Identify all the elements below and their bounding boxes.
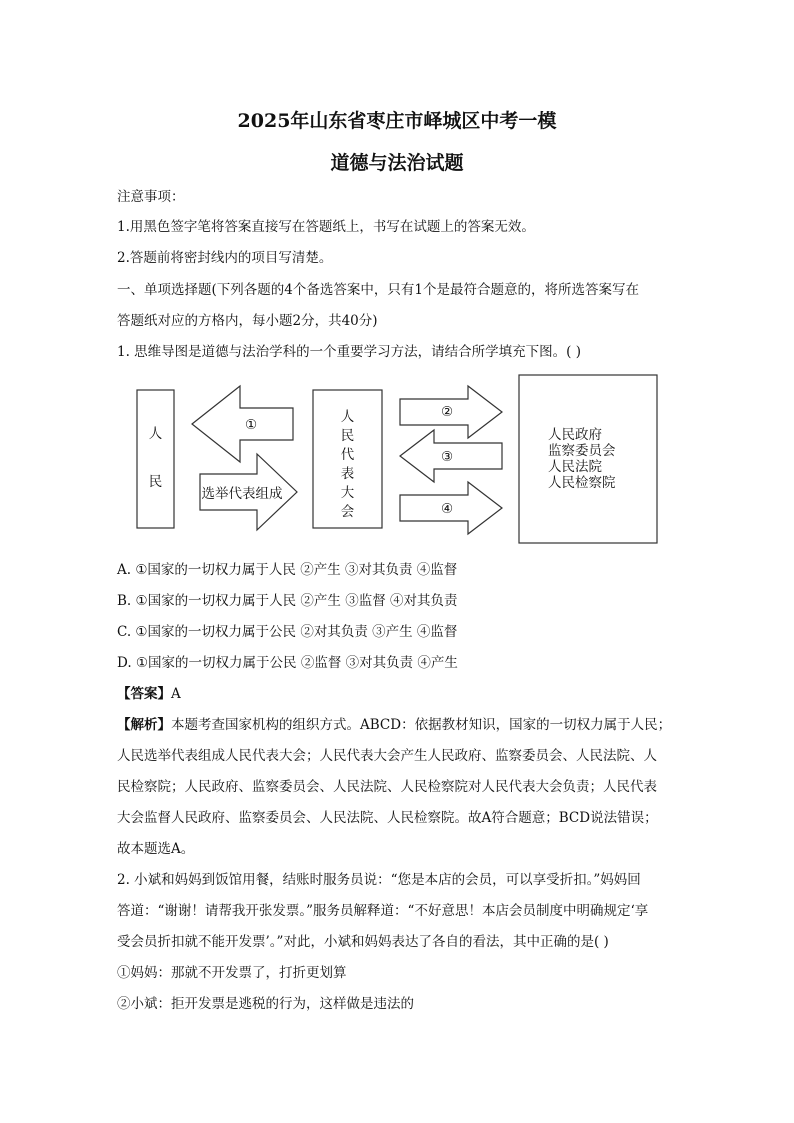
organ-label: 人民检察院 bbox=[548, 475, 616, 491]
mind-map-diagram bbox=[130, 372, 664, 550]
npc-char: 会 bbox=[340, 504, 355, 520]
section-heading: 一、单项选择题(下列各题的4个备选答案中，只有1个是最符合题意的，将所选答案写在 bbox=[117, 282, 639, 298]
organ-label: 监察委员会 bbox=[548, 443, 616, 459]
question-stem: 1. 思维导图是道德与法治学科的一个重要学习方法，请结合所学填充下图。( ) bbox=[117, 344, 581, 360]
arrow-elect-label: 选举代表组成 bbox=[201, 486, 283, 502]
organ-label: 人民政府 bbox=[548, 427, 602, 443]
paper-title: 2025年山东省枣庄市峄城区中考一模 bbox=[237, 110, 557, 132]
paper-subtitle: 道德与法治试题 bbox=[330, 152, 464, 174]
npc-char: 民 bbox=[340, 428, 355, 444]
analysis-text: 本题考查国家机构的组织方式。ABCD：依据教材知识，国家的一切权力属于人民； bbox=[171, 717, 672, 733]
answer-value: A bbox=[171, 686, 181, 702]
option-c: C. ①国家的一切权力属于公民 ②对其负责 ③产生 ④监督 bbox=[117, 624, 458, 640]
q2-stem: 2. 小斌和妈妈到饭馆用餐，结账时服务员说：“您是本店的会员，可以享受折扣。”妈妈回 bbox=[117, 872, 641, 888]
npc-char: 人 bbox=[340, 409, 355, 425]
q2-item: ①妈妈：那就不开发票了，打折更划算 bbox=[117, 965, 347, 981]
option-d: D. ①国家的一切权力属于公民 ②监督 ③对其负责 ④产生 bbox=[117, 655, 458, 671]
arrow-3-label: ③ bbox=[440, 449, 454, 465]
answer-label: 【答案】 bbox=[117, 686, 171, 702]
answer-line bbox=[117, 684, 181, 704]
arrow-2-label: ② bbox=[440, 404, 454, 420]
organ-label: 人民法院 bbox=[548, 459, 602, 475]
people-box bbox=[137, 390, 174, 528]
notes-heading: 注意事项： bbox=[117, 189, 185, 205]
analysis-text: 故本题选A。 bbox=[117, 841, 195, 857]
arrow-4-label: ④ bbox=[440, 501, 454, 517]
npc-char: 代 bbox=[340, 447, 355, 463]
q2-stem: 受会员折扣就不能开发票’。”对此，小斌和妈妈表达了各自的看法，其中正确的是( ) bbox=[117, 934, 609, 950]
option-a: A. ①国家的一切权力属于人民 ②产生 ③对其负责 ④监督 bbox=[117, 562, 458, 578]
note-item: 1.用黑色签字笔将答案直接写在答题纸上，书写在试题上的答案无效。 bbox=[117, 219, 535, 235]
analysis-line bbox=[117, 715, 671, 735]
npc-char: 大 bbox=[340, 485, 355, 501]
arrow-left-1 bbox=[192, 386, 293, 462]
analysis-text: 民检察院；人民政府、监察委员会、人民法院、人民检察院对人民代表大会负责；人民代表 bbox=[117, 779, 657, 795]
analysis-text: 大会监督人民政府、监察委员会、人民法院、人民检察院。故A符合题意；BCD说法错误； bbox=[117, 810, 658, 826]
section-heading-cont: 答题纸对应的方格内，每小题2分，共40分) bbox=[117, 313, 378, 329]
note-item: 2.答题前将密封线内的项目写清楚。 bbox=[117, 250, 333, 266]
people-char: 民 bbox=[148, 474, 163, 490]
q2-stem: 答道：“谢谢！请帮我开张发票。”服务员解释道：“不好意思！本店会员制度中明确规定‘享 bbox=[117, 903, 649, 919]
q2-item: ②小斌：拒开发票是逃税的行为，这样做是违法的 bbox=[117, 996, 414, 1012]
people-char: 人 bbox=[148, 426, 163, 442]
analysis-label: 【解析】 bbox=[117, 717, 171, 733]
arrow-1-label: ① bbox=[244, 417, 258, 433]
analysis-text: 人民选举代表组成人民代表大会；人民代表大会产生人民政府、监察委员会、人民法院、人 bbox=[117, 748, 657, 764]
option-b: B. ①国家的一切权力属于人民 ②产生 ③监督 ④对其负责 bbox=[117, 593, 458, 609]
npc-char: 表 bbox=[340, 466, 355, 482]
